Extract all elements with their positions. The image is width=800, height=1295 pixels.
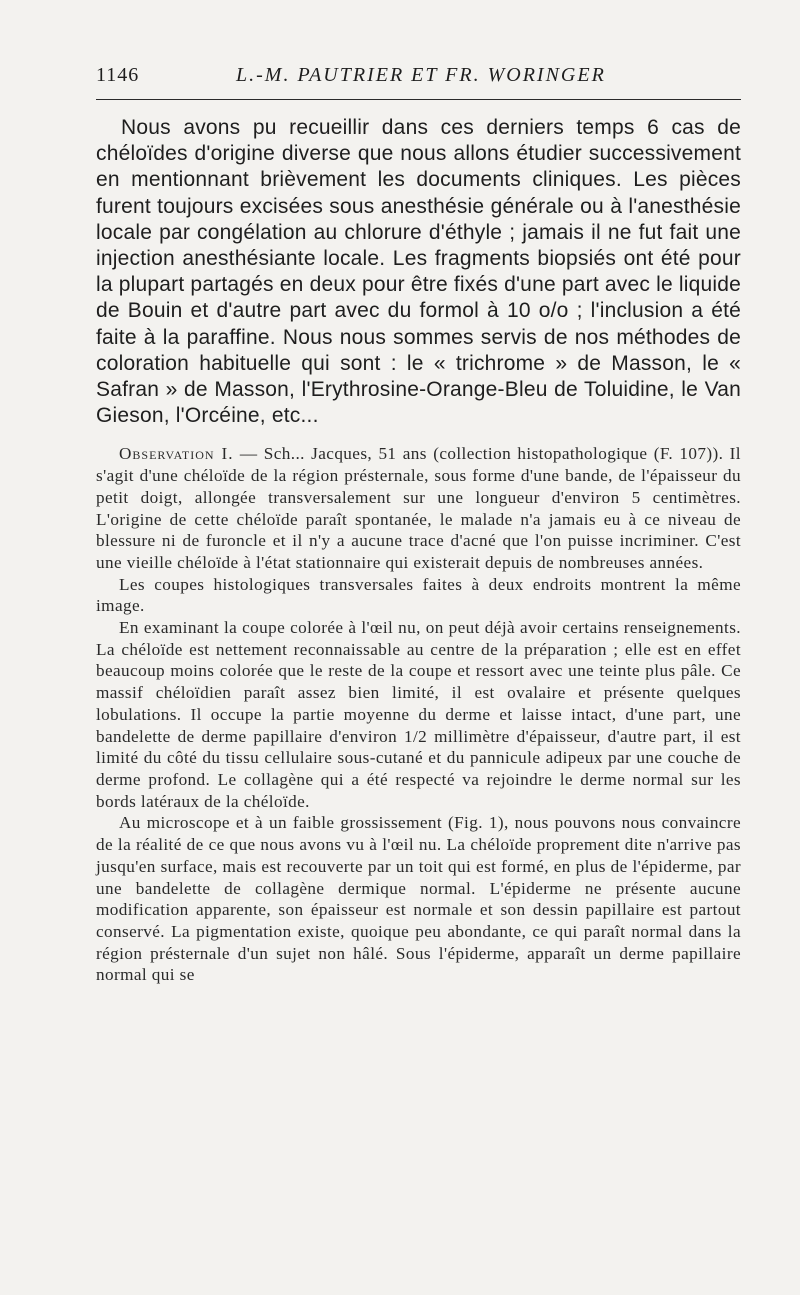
intro-section [96, 115, 741, 429]
observation-1-paragraph [96, 443, 741, 573]
coupes-paragraph: Les coupes histologiques transversales faites à deux endroits montrent la même image. [96, 574, 741, 616]
page-header [96, 64, 741, 94]
body-text [96, 115, 741, 986]
observation-label: Observation I. [119, 444, 234, 464]
observation-1-text: — Sch... Jacques, 51 ans (collection histopathologique (F. 107)). Il s'agit d'une chéloïde de la région présternale, sous forme d'une bande, de l'épaisseur du petit doigt, allongée transversalement sur une longueur d'environ 5 centimètres. L'origine de cette chéloïde paraît spontanée, le malade n'a jamais eu à ce niveau de blessure ni de furoncle et il n'y a aucune trace d'acné que l'on puisse incriminer. C'est une vieille chéloïde à l'état stationnaire qui existerait depuis de nombreuses années. [96, 444, 741, 572]
running-head: L.-M. PAUTRIER ET FR. WORINGER [236, 64, 606, 86]
microscope-paragraph: Au microscope et à un faible grossissement (Fig. 1), nous pouvons nous convaincre de la réalité de ce que nous avons vu à l'œil nu. La chéloïde proprement dite n'arrive pas jusqu'en surface, mais est recouverte par un toit qui est formé, en plus de l'épiderme, par une bandelette de collagène dermique normal. L'épiderme ne présente aucune modification apparente, son épaisseur est normale et son dessin papillaire est partout conservé. La pigmentation existe, quoique peu abondante, ce qui paraît normal dans la région présternale d'un sujet non hâlé. Sous l'épiderme, apparaît un derme papillaire normal qui se [96, 813, 741, 985]
examinant-paragraph: En examinant la coupe colorée à l'œil nu, on peut déjà avoir certains renseignements. La chéloïde est nettement reconnaissable au centre de la préparation ; elle est en effet beaucoup moins colorée que le reste de la coupe et ressort avec une teinte plus pâle. Ce massif chéloïdien paraît assez bien limité, il est ovalaire et présente quelques lobulations. Il occupe la partie moyenne du derme et laisse intact, d'une part, une bandelette de derme papillaire d'environ 1/2 millimètre d'épaisseur, d'autre part, il est limité du côté du tissu cellulaire sous-cutané et du pannicule adipeux par une couche de derme profond. Le collagène qui a été respecté va rejoindre le derme normal sur les bords latéraux de la chéloïde. [96, 618, 741, 811]
header-rule [96, 99, 741, 100]
intro-paragraph: Nous avons pu recueillir dans ces derniers temps 6 cas de chéloïdes d'origine diverse que nous allons étudier successivement en mentionnant brièvement les documents cliniques. Les pièces furent toujours excisées sous anesthésie générale ou à l'anesthésie locale par congélation au chlorure d'éthyle ; jamais il ne fut fait une injection anesthésiante locale. Les fragments biopsiés ont été pour la plupart partagés en deux pour être fixés d'une part avec le liquide de Bouin et d'autre part avec du formol à 10 o/o ; l'inclusion a été faite à la paraffine. Nous nous sommes servis de nos méthodes de coloration habituelle qui sont : le « trichrome » de Masson, le « Safran » de Masson, l'Erythrosine-Orange-Bleu de Toluidine, le Van Gieson, l'Orcéine, etc... [96, 116, 741, 428]
page-number: 1146 [96, 64, 140, 86]
observation-section [96, 443, 741, 986]
